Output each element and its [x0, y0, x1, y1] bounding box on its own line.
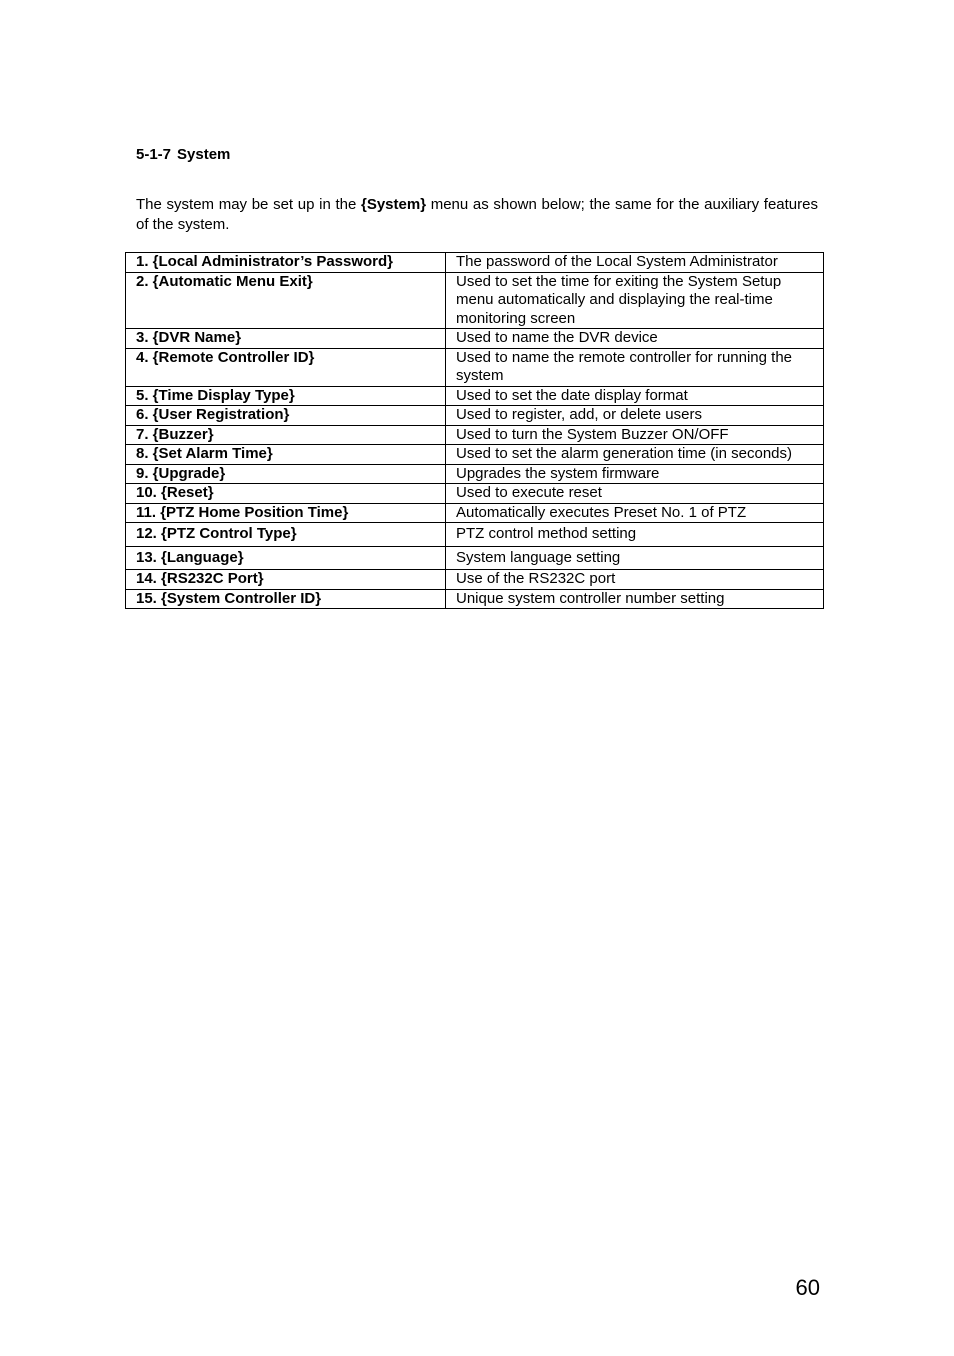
setting-name: 1. {Local Administrator’s Password} [126, 253, 446, 273]
setting-description: Automatically executes Preset No. 1 of PTZ [446, 503, 824, 523]
section-heading [136, 146, 230, 164]
table-row [126, 348, 824, 386]
setting-description: Used to set the time for exiting the System Setup menu automatically and displaying the real-time monitoring screen [446, 272, 824, 329]
setting-name: 8. {Set Alarm Time} [126, 445, 446, 465]
setting-description: System language setting [446, 546, 824, 570]
setting-name: 15. {System Controller ID} [126, 589, 446, 609]
setting-description: Use of the RS232C port [446, 570, 824, 590]
setting-name: 7. {Buzzer} [126, 425, 446, 445]
setting-name: 12. {PTZ Control Type} [126, 523, 446, 547]
setting-name: 11. {PTZ Home Position Time} [126, 503, 446, 523]
table-row [126, 425, 824, 445]
setting-description: Unique system controller number setting [446, 589, 824, 609]
setting-name: 14. {RS232C Port} [126, 570, 446, 590]
section-number: 5-1-7 [136, 146, 172, 163]
setting-description: Used to set the date display format [446, 386, 824, 406]
setting-description: The password of the Local System Administrator [446, 253, 824, 273]
table-row [126, 503, 824, 523]
table-row [126, 570, 824, 590]
setting-name: 13. {Language} [126, 546, 446, 570]
table-row [126, 445, 824, 465]
table-row [126, 484, 824, 504]
setting-name: 5. {Time Display Type} [126, 386, 446, 406]
table-row [126, 523, 824, 547]
table-row [126, 546, 824, 570]
table-row [126, 253, 824, 273]
setting-description: Used to register, add, or delete users [446, 406, 824, 426]
table-row [126, 386, 824, 406]
setting-description: PTZ control method setting [446, 523, 824, 547]
page-number: 60 [795, 1275, 820, 1300]
section-title: System [177, 146, 231, 163]
table-row [126, 272, 824, 329]
setting-description: Used to execute reset [446, 484, 824, 504]
table-row [126, 406, 824, 426]
intro-menu-name: {System} [361, 196, 427, 213]
setting-description: Upgrades the system firmware [446, 464, 824, 484]
setting-name: 9. {Upgrade} [126, 464, 446, 484]
setting-description: Used to set the alarm generation time (in seconds) [446, 445, 824, 465]
table-row [126, 329, 824, 349]
setting-name: 6. {User Registration} [126, 406, 446, 426]
setting-name: 3. {DVR Name} [126, 329, 446, 349]
setting-name: 10. {Reset} [126, 484, 446, 504]
table-row [126, 589, 824, 609]
setting-description: Used to name the remote controller for running the system [446, 348, 824, 386]
setting-name: 4. {Remote Controller ID} [126, 348, 446, 386]
setting-name: 2. {Automatic Menu Exit} [126, 272, 446, 329]
intro-text-after: menu as shown below; the same for the auxiliary features of the system. [136, 196, 818, 233]
table-row [126, 464, 824, 484]
system-settings-table [125, 252, 824, 609]
intro-text-before: The system may be set up in the [136, 196, 361, 213]
intro-paragraph [136, 195, 818, 234]
setting-description: Used to name the DVR device [446, 329, 824, 349]
setting-description: Used to turn the System Buzzer ON/OFF [446, 425, 824, 445]
